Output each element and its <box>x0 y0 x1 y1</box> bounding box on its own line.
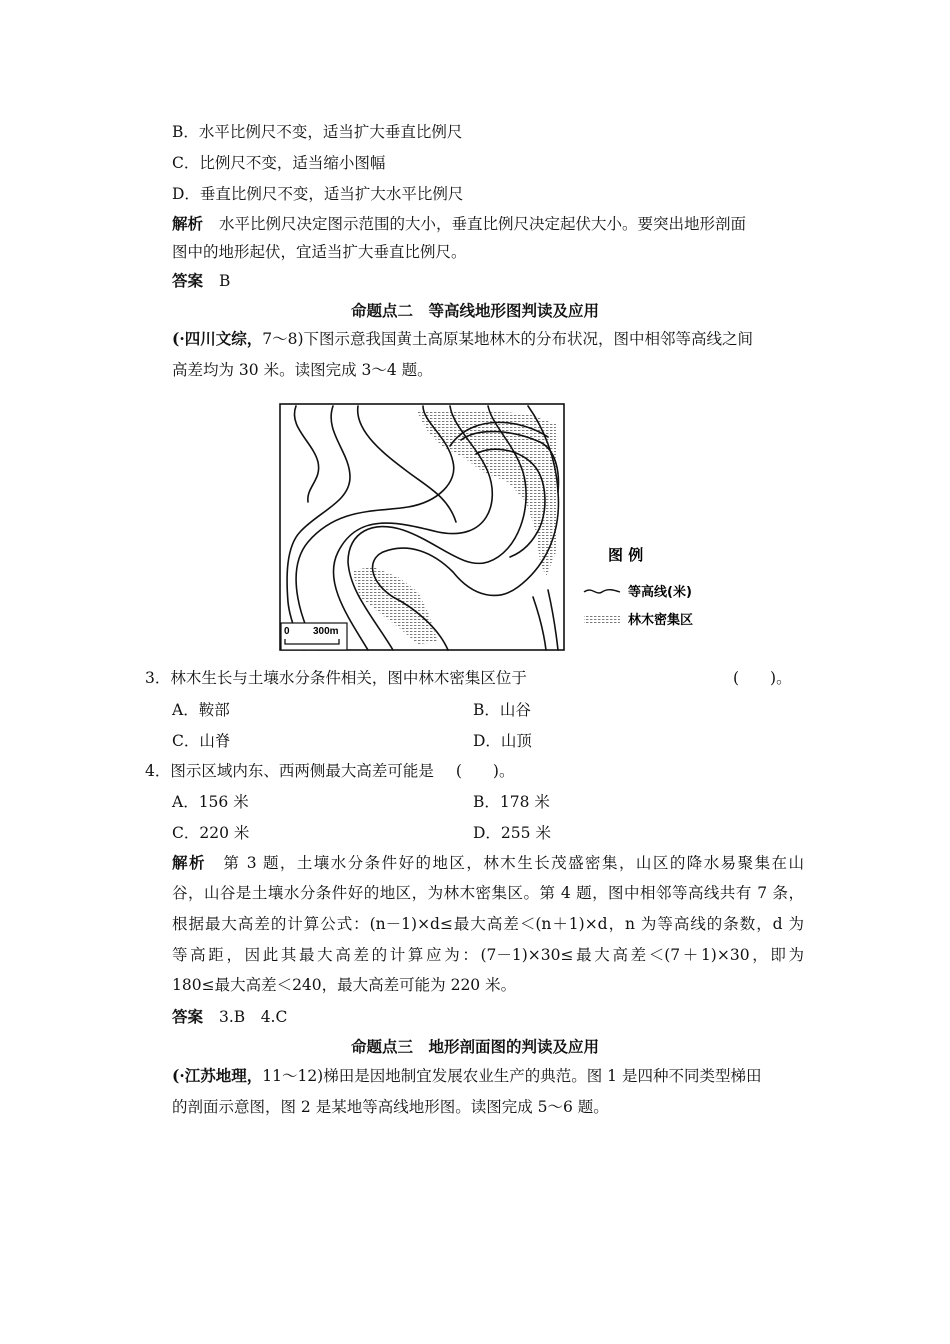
analysis-label: 解析 <box>172 214 204 233</box>
contour-line <box>296 406 454 650</box>
section2-intro-line2: 高差均为 30 米。读图完成 3～4 题。 <box>172 361 433 379</box>
question-3-stem: 3．林木生长与土壤水分条件相关，图中林木密集区位于 <box>145 669 527 687</box>
legend-forest-label: 林木密集区 <box>628 613 694 628</box>
analysis-34-line1 <box>172 852 804 874</box>
q3-option-d: D．山顶 <box>473 732 532 750</box>
section3-intro-line1 <box>172 1065 761 1087</box>
legend-contour-label: 等高线(米) <box>628 585 692 600</box>
contour-map-figure <box>278 402 728 654</box>
option-c: C．比例尺不变，适当缩小图幅 <box>172 154 386 172</box>
question-4-stem <box>145 760 514 782</box>
analysis-34-line2: 谷，山谷是土壤水分条件好的地区，为林木密集区。第 4 题，图中相邻等高线共有 7 条， <box>172 884 804 902</box>
source-label-3: (·江苏地理， <box>172 1066 263 1085</box>
intro-text: 7～8)下图示意我国黄土高原某地林木的分布状况，图中相邻等高线之间 <box>262 330 754 348</box>
analysis-34-text: 第 3 题，土壤水分条件好的地区，林木生长茂盛密集，山区的降水易聚集在山 <box>221 854 804 872</box>
analysis-paragraph <box>172 213 804 235</box>
analysis-34-line5: 180≤最大高差＜240，最大高差可能为 220 米。 <box>172 976 517 994</box>
legend-contour-symbol <box>584 590 620 593</box>
question-4-text: 4．图示区域内东、西两侧最大高差可能是 <box>145 762 434 780</box>
option-d: D．垂直比例尺不变，适当扩大水平比例尺 <box>172 185 464 203</box>
answer-line <box>172 270 230 292</box>
q4-option-a: A．156 米 <box>172 793 249 811</box>
answer-label: 答案 <box>172 271 204 290</box>
section-heading-2: 命题点二 等高线地形图判读及应用 <box>350 301 599 320</box>
legend-forest-symbol <box>584 615 620 624</box>
answer-34-line <box>172 1006 287 1028</box>
scale-zero: 0 <box>284 626 290 637</box>
option-b: B．水平比例尺不变，适当扩大垂直比例尺 <box>172 123 463 141</box>
contour-line <box>548 590 558 650</box>
analysis-text: 水平比例尺决定图示范围的大小，垂直比例尺决定起伏大小。要突出地形剖面 <box>219 215 747 233</box>
question-3-bracket: ( )。 <box>733 669 792 687</box>
answer-value: B <box>219 272 231 290</box>
q4-option-c: C．220 米 <box>172 824 250 842</box>
contour-line <box>533 597 546 650</box>
source-label: (·四川文综， <box>172 329 263 348</box>
analysis-34-label: 解析 <box>172 853 206 872</box>
question-4-bracket: ( )。 <box>455 762 515 780</box>
answer-34-value: 3.B 4.C <box>219 1008 288 1026</box>
q4-option-d: D．255 米 <box>473 824 551 842</box>
section-heading-3: 命题点三 地形剖面图的判读及应用 <box>350 1037 599 1056</box>
analysis-34-line4: 等高距，因此其最大高差的计算应为：(7－1)×30≤最大高差＜(7＋1)×30，即为 <box>172 946 804 964</box>
scale-label: 300m <box>313 626 339 637</box>
q4-option-b: B．178 米 <box>473 793 550 811</box>
q3-option-c: C．山脊 <box>172 732 231 750</box>
contour-line <box>294 406 318 502</box>
answer-34-label: 答案 <box>172 1007 204 1026</box>
section3-intro-line2: 的剖面示意图，图 2 是某地等高线地形图。读图完成 5～6 题。 <box>172 1098 609 1116</box>
q3-option-a: A．鞍部 <box>172 701 230 719</box>
legend-title: 图 例 <box>608 546 644 564</box>
analysis-text-line2: 图中的地形起伏，宜适当扩大垂直比例尺。 <box>172 243 467 261</box>
intro-text-3: 11～12)梯田是因地制宜发展农业生产的典范。图 1 是四种不同类型梯田 <box>262 1067 762 1085</box>
analysis-34-line3: 根据最大高差的计算公式：(n－1)×d≤最大高差＜(n＋1)×d，n 为等高线的条数，d 为 <box>172 915 804 933</box>
contour-line <box>287 406 350 650</box>
section2-intro-line1 <box>172 328 753 350</box>
q3-option-b: B．山谷 <box>473 701 531 719</box>
